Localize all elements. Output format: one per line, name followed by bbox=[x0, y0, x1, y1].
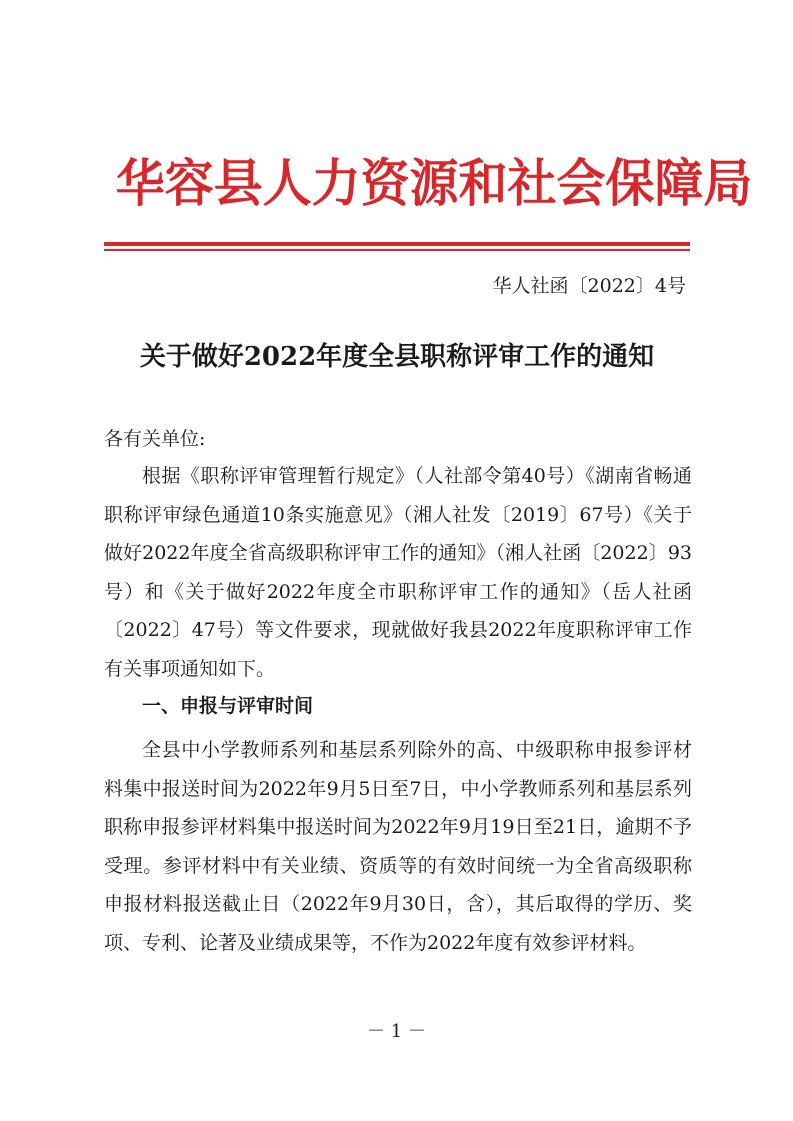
document-number: 华人社函〔2022〕4号 bbox=[492, 275, 686, 297]
body-paragraph-section-1: 全县中小学教师系列和基层系列除外的高、中级职称申报参评材料集中报送时间为2022年9月5日至7日，中小学教师系列和基层系列职称申报参评材料集中报送时间为2022年9月19日至21日，逾期不予受理。参评材料中有关业绩、资质等的有效时间统一为全省高级职称申报材料报送截止日（2022年9月30日，含），其后取得的学历、奖项、专利、论著及业绩成果等，不作为2022年度有效参评材料。 bbox=[104, 739, 692, 954]
letterhead-thick-rule bbox=[104, 242, 690, 246]
body-paragraph-intro: 根据《职称评审管理暂行规定》（人社部令第40号）《湖南省畅通职称评审绿色通道10条实施意见》（湘人社发〔2019〕67号）《关于做好2022年度全省高级职称评审工作的通知》（湘人社函〔2022〕93号）和《关于做好2022年度全市职称评审工作的通知》（岳人社函〔2022〕47号）等文件要求，现就做好我县2022年度职称评审工作有关事项通知如下。 bbox=[104, 465, 692, 680]
document-title: 关于做好2022年度全县职称评审工作的通知 bbox=[139, 342, 655, 372]
salutation: 各有关单位: bbox=[104, 428, 206, 450]
letterhead-title: 华容县人力资源和社会保障局 bbox=[115, 155, 753, 214]
page-number: － 1 － bbox=[367, 1021, 426, 1042]
section-heading-1: 一、申报与评审时间 bbox=[142, 695, 314, 717]
letterhead-thin-rule bbox=[104, 249, 690, 251]
